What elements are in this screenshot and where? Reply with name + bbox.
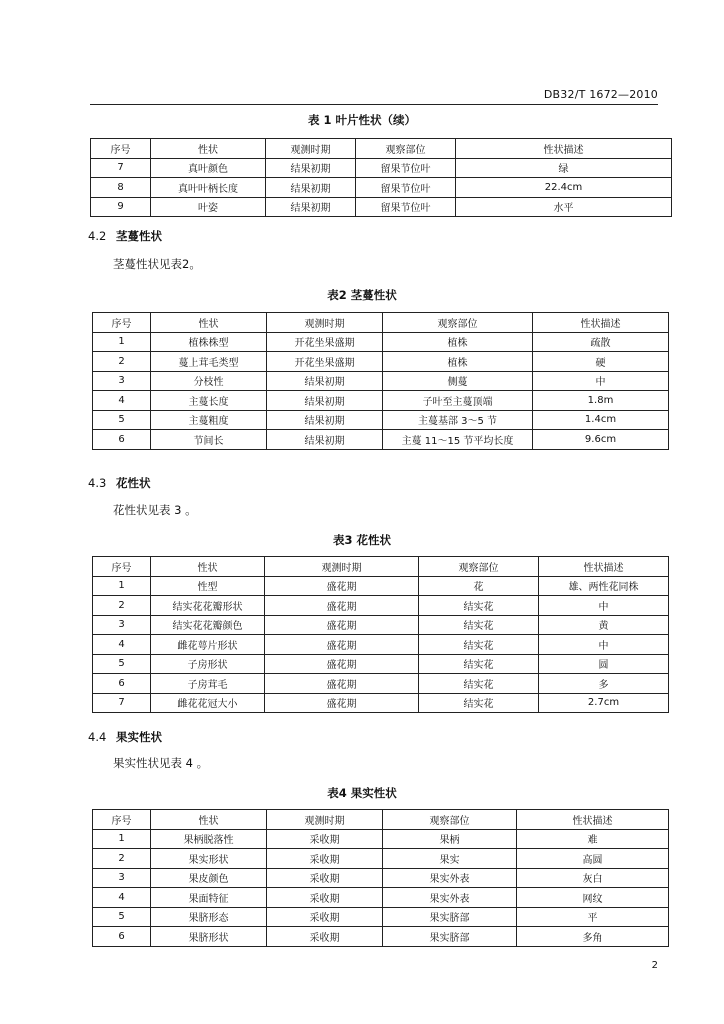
table3	[92, 556, 669, 713]
table-cell: 结实花	[419, 615, 539, 635]
table-cell: 果实脐部	[383, 927, 517, 947]
table-cell: 1	[93, 576, 151, 596]
table-cell: 雌花花冠大小	[151, 693, 265, 713]
table-cell: 性型	[151, 576, 265, 596]
header-rule	[90, 104, 658, 105]
table-cell: 结果初期	[267, 391, 383, 411]
table-cell: 雌花萼片形状	[151, 635, 265, 655]
table-cell: 1.4cm	[533, 410, 669, 430]
table-cell: 结实花花瓣形状	[151, 596, 265, 616]
table-cell: 采收期	[267, 927, 383, 947]
table-cell: 植株	[383, 332, 533, 352]
table1	[90, 138, 672, 217]
column-header: 性状	[151, 557, 265, 577]
table-cell: 疏散	[533, 332, 669, 352]
table-cell: 结实花	[419, 674, 539, 694]
table-cell: 结果初期	[266, 158, 356, 178]
table-row	[93, 410, 669, 430]
column-header: 观察部位	[356, 139, 456, 159]
table-row	[93, 430, 669, 450]
table-cell: 6	[93, 674, 151, 694]
table-cell: 2	[93, 849, 151, 869]
table-cell: 2	[93, 352, 151, 372]
table-cell: 盛花期	[265, 693, 419, 713]
table-cell: 圆	[539, 654, 669, 674]
table-cell: 真叶叶柄长度	[151, 178, 266, 198]
column-header: 观察部位	[419, 557, 539, 577]
table-cell: 1.8m	[533, 391, 669, 411]
table-row	[93, 907, 669, 927]
column-header: 性状描述	[539, 557, 669, 577]
table-cell: 中	[539, 596, 669, 616]
table-cell: 4	[93, 635, 151, 655]
column-header: 性状描述	[456, 139, 672, 159]
table-cell: 难	[517, 829, 669, 849]
table-cell: 主蔓粗度	[151, 410, 267, 430]
table-row	[93, 927, 669, 947]
table-header-row	[93, 557, 669, 577]
table-cell: 植株	[383, 352, 533, 372]
table-cell: 主蔓长度	[151, 391, 267, 411]
table-cell: 开花坐果盛期	[267, 332, 383, 352]
table-cell: 果实脐部	[383, 907, 517, 927]
table-cell: 2.7cm	[539, 693, 669, 713]
section-4-3-text: 花性状见表 3 。	[113, 503, 197, 517]
table-cell: 果实外表	[383, 868, 517, 888]
table-cell: 结实花	[419, 654, 539, 674]
table-cell: 3	[93, 868, 151, 888]
column-header: 观察部位	[383, 810, 517, 830]
table-cell: 6	[93, 430, 151, 450]
section-title: 花性状	[116, 476, 151, 490]
table-cell: 结实花花瓣颜色	[151, 615, 265, 635]
table-cell: 多角	[517, 927, 669, 947]
column-header: 性状描述	[517, 810, 669, 830]
table-cell: 花	[419, 576, 539, 596]
table-cell: 节间长	[151, 430, 267, 450]
table-cell: 结果初期	[267, 371, 383, 391]
section-4-4-text: 果实性状见表 4 。	[113, 756, 209, 770]
table-cell: 果柄	[383, 829, 517, 849]
table-cell: 果柄脱落性	[151, 829, 267, 849]
table-row	[93, 868, 669, 888]
table-cell: 7	[91, 158, 151, 178]
section-number: 4.2	[88, 229, 107, 243]
table-row	[93, 888, 669, 908]
table-row	[93, 596, 669, 616]
column-header: 性状	[151, 139, 266, 159]
table-cell: 9	[91, 197, 151, 217]
table-row	[91, 158, 672, 178]
table-row	[93, 332, 669, 352]
table-header-row	[93, 810, 669, 830]
table-cell: 盛花期	[265, 576, 419, 596]
section-4-2-text: 茎蔓性状见表2。	[113, 257, 201, 271]
column-header: 观测时期	[266, 139, 356, 159]
table-cell: 结实花	[419, 635, 539, 655]
table4	[92, 809, 669, 947]
table-cell: 采收期	[267, 829, 383, 849]
section-number: 4.4	[88, 730, 107, 744]
table-cell: 蔓上茸毛类型	[151, 352, 267, 372]
table-cell: 主蔓 11～15 节平均长度	[383, 430, 533, 450]
table-cell: 6	[93, 927, 151, 947]
table-cell: 子房形状	[151, 654, 265, 674]
table-row	[93, 693, 669, 713]
table-cell: 盛花期	[265, 635, 419, 655]
table-cell: 主蔓基部 3～5 节	[383, 410, 533, 430]
table-cell: 多	[539, 674, 669, 694]
table-cell: 采收期	[267, 849, 383, 869]
column-header: 性状	[151, 313, 267, 333]
table-cell: 留果节位叶	[356, 178, 456, 198]
table-cell: 4	[93, 391, 151, 411]
section-4-2-heading	[88, 228, 162, 244]
table-cell: 硬	[533, 352, 669, 372]
table-cell: 8	[91, 178, 151, 198]
table-cell: 高圆	[517, 849, 669, 869]
table-cell: 开花坐果盛期	[267, 352, 383, 372]
column-header: 观测时期	[265, 557, 419, 577]
table-cell: 果皮颜色	[151, 868, 267, 888]
table-row	[93, 829, 669, 849]
table-cell: 5	[93, 907, 151, 927]
table2-caption: 表2 茎蔓性状	[327, 288, 397, 302]
table-cell: 盛花期	[265, 654, 419, 674]
table-row	[93, 391, 669, 411]
table4-caption: 表4 果实性状	[327, 786, 397, 800]
column-header: 性状	[151, 810, 267, 830]
table-cell: 雄、两性花同株	[539, 576, 669, 596]
table-cell: 3	[93, 615, 151, 635]
table-cell: 结实花	[419, 693, 539, 713]
table-cell: 1	[93, 829, 151, 849]
column-header: 序号	[91, 139, 151, 159]
table-row	[93, 654, 669, 674]
table-cell: 3	[93, 371, 151, 391]
table-cell: 果实	[383, 849, 517, 869]
table-row	[93, 674, 669, 694]
table-cell: 留果节位叶	[356, 197, 456, 217]
column-header: 序号	[93, 313, 151, 333]
table-row	[91, 197, 672, 217]
table-cell: 黄	[539, 615, 669, 635]
table-cell: 2	[93, 596, 151, 616]
table-cell: 侧蔓	[383, 371, 533, 391]
section-4-4-heading	[88, 729, 162, 745]
table-cell: 果面特征	[151, 888, 267, 908]
section-4-3-heading	[88, 475, 151, 491]
column-header: 序号	[93, 810, 151, 830]
table-cell: 中	[533, 371, 669, 391]
table3-caption: 表3 花性状	[332, 533, 391, 547]
table-cell: 22.4cm	[456, 178, 672, 198]
table-cell: 盛花期	[265, 615, 419, 635]
table-cell: 果脐形态	[151, 907, 267, 927]
table-cell: 盛花期	[265, 596, 419, 616]
table-row	[93, 635, 669, 655]
table-cell: 果实外表	[383, 888, 517, 908]
table-cell: 结果初期	[267, 410, 383, 430]
page-number: 2	[651, 960, 658, 971]
table-cell: 果脐形状	[151, 927, 267, 947]
table-cell: 7	[93, 693, 151, 713]
table-cell: 结果初期	[266, 178, 356, 198]
table-cell: 水平	[456, 197, 672, 217]
column-header: 观测时期	[267, 313, 383, 333]
table-row	[93, 576, 669, 596]
table-row	[93, 615, 669, 635]
table-row	[93, 371, 669, 391]
table-cell: 4	[93, 888, 151, 908]
table-cell: 盛花期	[265, 674, 419, 694]
table-cell: 9.6cm	[533, 430, 669, 450]
table-cell: 5	[93, 410, 151, 430]
table-row	[91, 178, 672, 198]
table-cell: 1	[93, 332, 151, 352]
table-cell: 中	[539, 635, 669, 655]
table-cell: 叶姿	[151, 197, 266, 217]
table-cell: 灰白	[517, 868, 669, 888]
table-header-row	[93, 313, 669, 333]
table-cell: 网纹	[517, 888, 669, 908]
document-code: DB32/T 1672—2010	[543, 88, 658, 101]
section-title: 果实性状	[116, 730, 162, 744]
table-cell: 结果初期	[267, 430, 383, 450]
table-cell: 真叶颜色	[151, 158, 266, 178]
section-number: 4.3	[88, 476, 107, 490]
table-cell: 留果节位叶	[356, 158, 456, 178]
table-cell: 采收期	[267, 907, 383, 927]
column-header: 观测时期	[267, 810, 383, 830]
column-header: 观察部位	[383, 313, 533, 333]
section-title: 茎蔓性状	[116, 229, 162, 243]
table-cell: 绿	[456, 158, 672, 178]
table-cell: 子叶至主蔓顶端	[383, 391, 533, 411]
table-cell: 植株株型	[151, 332, 267, 352]
table-cell: 分枝性	[151, 371, 267, 391]
table-cell: 5	[93, 654, 151, 674]
column-header: 序号	[93, 557, 151, 577]
column-header: 性状描述	[533, 313, 669, 333]
table-cell: 采收期	[267, 888, 383, 908]
table2	[92, 312, 669, 450]
table-cell: 采收期	[267, 868, 383, 888]
table-cell: 果实形状	[151, 849, 267, 869]
table-cell: 结果初期	[266, 197, 356, 217]
table-cell: 结实花	[419, 596, 539, 616]
table-row	[93, 849, 669, 869]
table-row	[93, 352, 669, 372]
table-header-row	[91, 139, 672, 159]
table-cell: 平	[517, 907, 669, 927]
table1-caption: 表 1 叶片性状（续）	[307, 113, 416, 127]
table-cell: 子房茸毛	[151, 674, 265, 694]
